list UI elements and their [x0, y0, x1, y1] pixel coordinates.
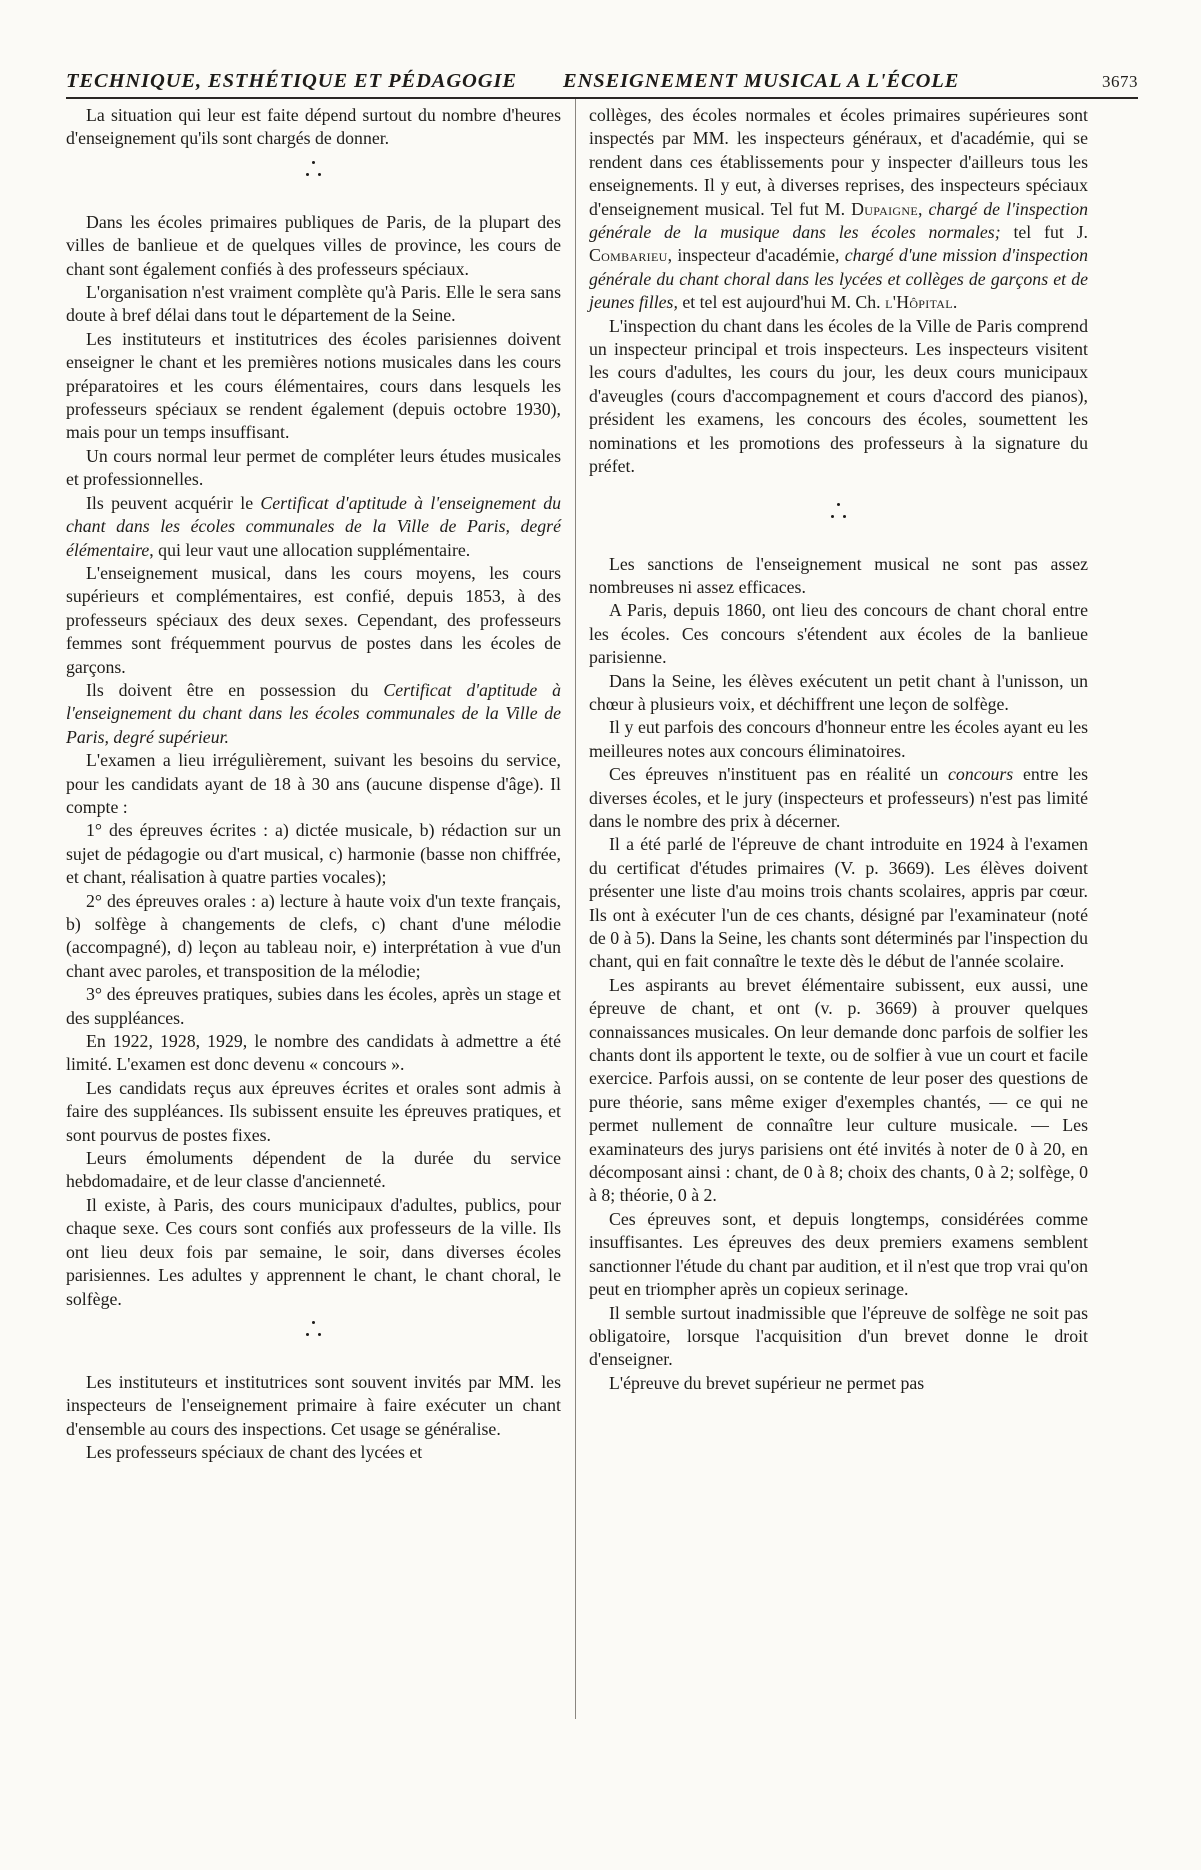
paragraph: Dans la Seine, les élèves exécutent un petit chant à l'unisson, un chœur à plusieurs voix, et déchiffrent une leçon de solfège.: [589, 670, 1088, 714]
paragraph: Ils peuvent acquérir le Certificat d'aptitude à l'enseignement du chant dans les écoles communales de la Ville de Paris, degré élémentaire, qui leur vaut une allocation supplémentaire.: [66, 492, 561, 560]
paragraph: L'examen a lieu irrégulièrement, suivant les besoins du service, pour les candidats ayant de 18 à 30 ans (aucune dispense d'âge). Il compte :: [66, 750, 561, 817]
paragraph: Les instituteurs et institutrices des écoles parisiennes doivent enseigner le chant et les premières notions musicales dans les cours préparatoires et les cours élémentaires, cours dans lesquels les professeurs spéciaux se rendent également (depuis octobre 1930), mais pour un temps insuffisant.: [66, 328, 561, 443]
right-column: [589, 104, 1088, 1395]
paragraph: L'inspection du chant dans les écoles de la Ville de Paris comprend un inspecteur principal et trois inspecteurs. Les inspecteurs visitent les cours d'adultes, les cours du jour, les deux cours municipaux d'aveugles (cours d'accompagnement et cours d'accord des pianos), président les examens, les concours des écoles, soumettent les nominations et les promotions des professeurs à la signature du préfet.: [589, 315, 1088, 477]
paragraph: Leurs émoluments dépendent de la durée du service hebdomadaire, et de leur classe d'ancienneté.: [66, 1148, 561, 1192]
header-chapter-title: ENSEIGNEMENT MUSICAL A L'ÉCOLE: [563, 70, 960, 92]
paragraph: Il semble surtout inadmissible que l'épreuve de solfège ne soit pas obligatoire, lorsque l'acquisition d'un brevet donne le droit d'enseigner.: [589, 1302, 1088, 1370]
list-item: 3° des épreuves pratiques, subies dans les écoles, après un stage et des suppléances.: [66, 984, 561, 1028]
left-column: [66, 104, 561, 1465]
paragraph: L'épreuve du brevet supérieur ne permet pas: [609, 1372, 925, 1393]
paragraph: L'enseignement musical, dans les cours moyens, les cours supérieurs et complémentaires, est confié, depuis 1853, à des professeurs spéciaux des deux sexes. Cependant, des professeurs femmes sont fréquemment pourvus de postes dans les écoles de garçons.: [66, 562, 561, 677]
section-separator-asterism: [66, 1311, 561, 1357]
paragraph: Un cours normal leur permet de compléter leurs études musicales et professionnelles.: [66, 445, 561, 490]
paragraph: Ces épreuves sont, et depuis longtemps, considérées comme insuffisantes. Les épreuves des deux premiers examens semblent sanctionner l'étude du chant par audition, et il n'est que trop vrai qu'on peut en triompher après un copieux serinage.: [589, 1208, 1088, 1300]
paragraph: La situation qui leur est faite dépend surtout du nombre d'heures d'enseignement qu'ils sont chargés de donner.: [66, 105, 561, 149]
paragraph: L'organisation n'est vraiment complète qu'à Paris. Elle le sera sans doute à bref délai dans tout le département de la Seine.: [66, 282, 561, 326]
person-name: Combarieu: [589, 245, 668, 266]
paragraph: Ces épreuves n'instituent pas en réalité un concours entre les diverses écoles, et le jury (inspecteurs et professeurs) n'est pas limité dans le nombre des prix à décerner.: [589, 764, 1088, 831]
paragraph: A Paris, depuis 1860, ont lieu des concours de chant choral entre les écoles. Ces concours s'étendent aux écoles de la banlieue parisienne.: [589, 600, 1088, 668]
list-item: 2° des épreuves orales : a) lecture à haute voix d'un texte français, b) solfège à changements de clefs, c) chant d'une mélodie (accompagné), d) leçon au tableau noir, e) interprétation à vue d'un chant avec paroles, et transposition de la mélodie;: [66, 890, 561, 981]
running-header: [66, 70, 1138, 98]
paragraph: Dans les écoles primaires publiques de Paris, de la plupart des villes de banlieue et de quelques villes de province, les cours de chant sont également confiés à des professeurs spéciaux.: [66, 211, 561, 279]
certificate-title: Certificat d'aptitude à l'enseignement du chant dans les écoles communales de la Ville de Paris, degré élémentaire: [66, 492, 561, 560]
paragraph: Les instituteurs et institutrices sont souvent invités par MM. les inspecteurs de l'enseignement primaire à faire exécuter un chant d'ensemble au cours des inspections. Cet usage se généralise.: [66, 1371, 561, 1439]
column-divider: [575, 99, 576, 1719]
paragraph: En 1922, 1928, 1929, le nombre des candidats à admettre a été limité. L'examen est donc devenu « concours ».: [66, 1031, 561, 1075]
paragraph: Il existe, à Paris, des cours municipaux d'adultes, publics, pour chaque sexe. Ces cours sont confiés aux professeurs de la ville. Ils ont lieu deux fois par semaine, le soir, dans diverses écoles parisiennes. Les adultes y apprennent le chant, le chant choral, le solfège.: [66, 1194, 561, 1309]
person-name: Dupaigne: [851, 198, 918, 219]
section-separator-asterism: [66, 151, 561, 197]
certificate-title: Certificat d'aptitude à l'enseignement du chant dans les écoles communales de la Ville de Paris, degré supérieur.: [66, 679, 562, 747]
paragraph: Ils doivent être en possession du Certificat d'aptitude à l'enseignement du chant dans les écoles communales de la Ville de Paris, degré supérieur.: [66, 679, 562, 747]
paragraph: Les sanctions de l'enseignement musical ne sont pas assez nombreuses ni assez efficaces.: [589, 553, 1088, 597]
paragraph: Les aspirants au brevet élémentaire subissent, eux aussi, une épreuve de chant, et ont (v. p. 3669) à prouver quelques connaissances musicales. On leur demande donc parfois de solfier les chants dont ils apportent le texte, ou de solfier à vue un court et facile exercice. Parfois aussi, on se contente de leur poser des questions de pure théorie, sans même exiger d'exemples chantés, — ce qui ne permet nullement de connaître leur culture musicale. — Les examinateurs des jurys parisiens ont été invités à noter de 0 à 20, en décomposant ainsi : chant, de 0 à 8; choix des chants, 0 à 2; solfège, 0 à 8; théorie, 0 à 2.: [589, 974, 1088, 1206]
header-section-title: TECHNIQUE, ESTHÉTIQUE ET PÉDAGOGIE: [66, 70, 517, 92]
person-name: l'Hôpital: [885, 292, 953, 313]
paragraph: Les candidats reçus aux épreuves écrites et orales sont admis à faire des suppléances. Ils subissent ensuite les épreuves pratiques, et sont pourvus de postes fixes.: [66, 1077, 561, 1145]
paragraph: Les professeurs spéciaux de chant des lycées et: [86, 1442, 423, 1463]
header-rule: [66, 97, 1138, 99]
list-item: 1° des épreuves écrites : a) dictée musicale, b) rédaction sur un sujet de pédagogie ou d'art musical, c) harmonie (basse non chiffrée, et chant, réalisation à quatre parties vocales);: [66, 820, 561, 888]
paragraph: collèges, des écoles normales et écoles primaires supérieures sont inspectés par MM. les inspecteurs généraux, et d'académie, qui se rendent dans ces établissements pour y inspecter d'ailleurs tous les enseignements. Il y eut, à diverses reprises, des inspecteurs spéciaux d'enseignement musical. Tel fut M. Dupaigne, chargé de l'inspection générale de la musique dans les écoles normales; tel fut J. Combarieu, inspecteur d'académie, chargé d'une mission d'inspection générale du chant choral dans les lycées et collèges de garçons et de jeunes filles, et tel est aujourd'hui M. Ch. l'Hôpital.: [589, 105, 1088, 313]
section-separator-asterism: [589, 493, 1088, 539]
paragraph: Il y eut parfois des concours d'honneur entre les écoles ayant eu les meilleures notes aux concours éliminatoires.: [589, 717, 1088, 761]
page-number: 3673: [1102, 72, 1138, 91]
paragraph: Il a été parlé de l'épreuve de chant introduite en 1924 à l'examen du certificat d'études primaires (V. p. 3669). Les élèves doivent présenter une liste d'au moins trois chants scolaires, appris par cœur. Ils ont à exécuter l'un de ces chants, désigné par l'examinateur (noté de 0 à 5). Dans la Seine, les chants sont déterminés par l'inspection du chant, qui en fait connaître le texte dès le début de l'année scolaire.: [589, 834, 1088, 972]
